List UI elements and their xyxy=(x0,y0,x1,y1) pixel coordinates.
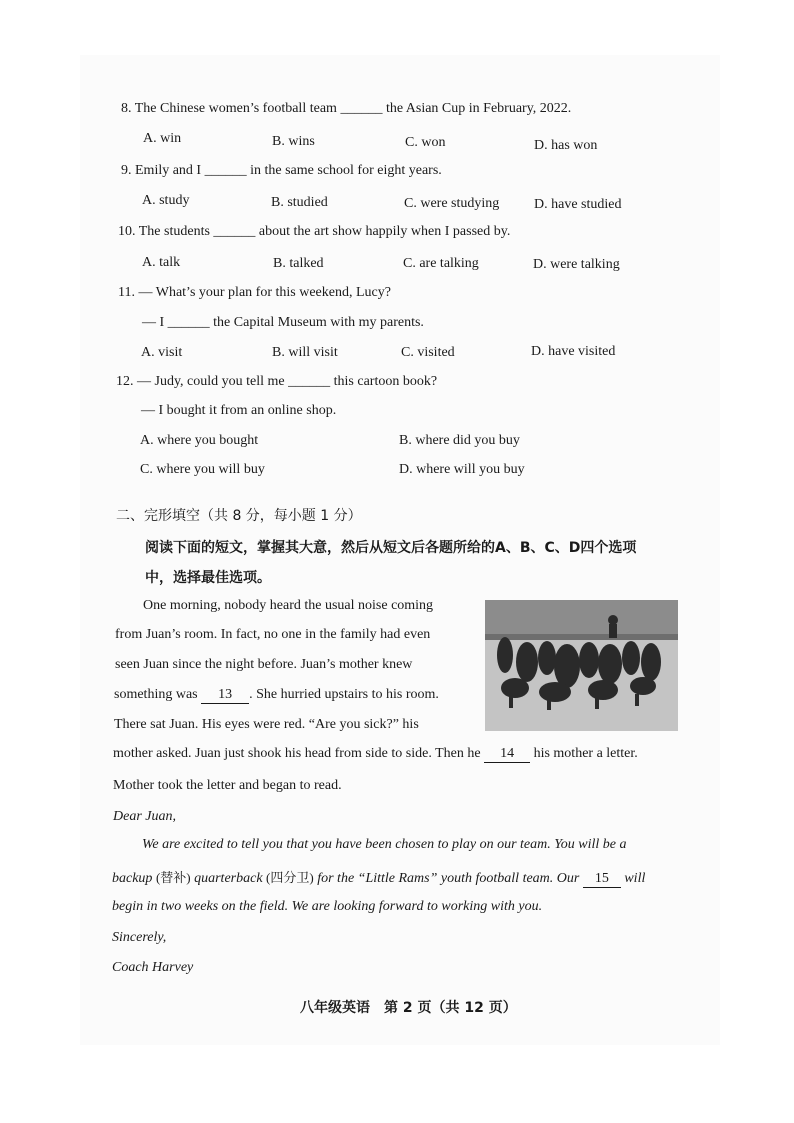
question-text: this cartoon book? xyxy=(333,374,438,389)
passage-line: Mother took the letter and began to read. xyxy=(113,778,342,793)
question-8 xyxy=(121,101,571,117)
page-footer: 八年级英语 第 2 页（共 12 页） xyxy=(300,1000,517,1016)
letter-text: backup xyxy=(112,871,153,886)
option-b: B. will visit xyxy=(272,345,338,360)
question-text: Emily and I xyxy=(135,163,202,178)
letter-gloss: (替补) xyxy=(155,870,191,885)
cloze-blank-14: 14 xyxy=(484,746,530,763)
question-10 xyxy=(118,224,510,240)
question-text: The Chinese women’s football team xyxy=(134,101,337,116)
question-text: the Asian Cup in February, 2022. xyxy=(385,101,572,116)
passage-line: One morning, nobody heard the usual noise coming xyxy=(143,598,434,613)
letter-line: We are excited to tell you that you have been chosen to play on our team. You will be a xyxy=(142,837,627,852)
passage-line: seen Juan since the night before. Juan’s mother knew xyxy=(115,657,413,672)
question-12 xyxy=(116,374,437,390)
option-d: D. have studied xyxy=(534,197,622,212)
answer-blank: ______ xyxy=(288,374,331,389)
question-number: 11. xyxy=(118,285,135,300)
option-b: B. studied xyxy=(271,195,328,210)
cloze-blank-13: 13 xyxy=(201,687,249,704)
letter-salutation: Dear Juan, xyxy=(113,809,176,824)
question-12-reply: — I bought it from an online shop. xyxy=(141,403,337,418)
letter-gloss: (四分卫) xyxy=(266,870,314,885)
passage-line: from Juan’s room. In fact, no one in the family had even xyxy=(115,627,431,642)
letter-signature: Coach Harvey xyxy=(112,960,194,975)
question-number: 8. xyxy=(121,101,132,116)
question-text: in the same school for eight years. xyxy=(250,163,442,178)
passage-text: mother asked. Juan just shook his head from side to side. Then he xyxy=(113,746,481,761)
section-instruction: 阅读下面的短文，掌握其大意，然后从短文后各题所给的A、B、C、D四个选项 xyxy=(145,540,637,556)
question-number: 9. xyxy=(121,163,132,178)
letter-text: quarterback xyxy=(194,871,263,886)
option-a: A. win xyxy=(143,131,182,146)
passage-line xyxy=(113,746,638,763)
letter-line xyxy=(112,867,645,888)
option-d: D. have visited xyxy=(531,344,616,359)
option-c: C. visited xyxy=(401,345,455,360)
passage-text: something was xyxy=(114,687,198,702)
option-d: D. has won xyxy=(534,138,598,153)
question-text: about the art show happily when I passed by. xyxy=(258,224,511,239)
option-a: A. visit xyxy=(141,345,183,360)
letter-text: will xyxy=(624,871,646,886)
option-a: A. talk xyxy=(142,255,181,270)
question-text: — I xyxy=(142,315,165,330)
letter-text: for the “Little Rams” youth football team. Our xyxy=(317,871,580,886)
option-c: C. where you will buy xyxy=(140,462,265,477)
passage-text: his mother a letter. xyxy=(533,746,638,761)
question-number: 12. xyxy=(116,374,134,389)
football-practice-photo xyxy=(485,600,678,731)
question-number: 10. xyxy=(118,224,136,239)
question-text: the Capital Museum with my parents. xyxy=(213,315,424,330)
passage-line xyxy=(114,687,439,704)
question-11 xyxy=(118,285,391,301)
passage-text: . She hurried upstairs to his room. xyxy=(249,687,439,702)
section-title: 二、完形填空（共 8 分，每小题 1 分） xyxy=(116,508,362,524)
question-text: The students xyxy=(138,224,210,239)
option-c: C. are talking xyxy=(403,256,479,271)
question-11-reply xyxy=(142,315,424,331)
cloze-blank-15: 15 xyxy=(583,871,621,888)
question-9 xyxy=(121,163,442,179)
question-text: — What’s your plan for this weekend, Lucy? xyxy=(138,285,391,300)
option-c: C. won xyxy=(405,135,446,150)
answer-blank: ______ xyxy=(204,163,247,178)
option-a: A. where you bought xyxy=(140,433,259,448)
option-b: B. where did you buy xyxy=(399,433,520,448)
option-b: B. talked xyxy=(273,256,324,271)
passage-line: There sat Juan. His eyes were red. “Are you sick?” his xyxy=(114,717,419,732)
answer-blank: ______ xyxy=(340,101,383,116)
section-instruction: 中，选择最佳选项。 xyxy=(145,570,271,586)
letter-line: begin in two weeks on the field. We are looking forward to working with you. xyxy=(112,899,543,914)
letter-closing: Sincerely, xyxy=(112,930,167,945)
option-d: D. were talking xyxy=(533,257,620,272)
option-c: C. were studying xyxy=(404,196,500,211)
answer-blank: ______ xyxy=(167,315,210,330)
option-b: B. wins xyxy=(272,134,315,149)
option-a: A. study xyxy=(142,193,190,208)
question-text: — Judy, could you tell me xyxy=(137,374,285,389)
option-d: D. where will you buy xyxy=(399,462,525,477)
answer-blank: ______ xyxy=(213,224,256,239)
